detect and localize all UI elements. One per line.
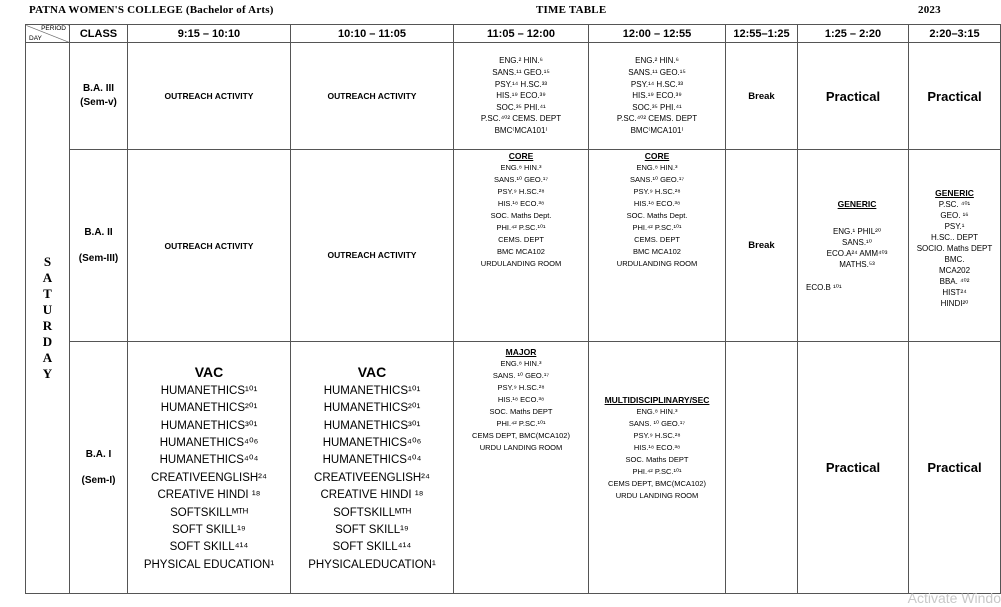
subject-line: HUMANETHICS¹⁰¹: [323, 384, 421, 397]
subject-line: CREATIVEENGLISH²⁴: [314, 471, 430, 484]
section-heading: CORE: [644, 151, 670, 161]
subject-line: SOFT SKILL¹⁹: [172, 524, 246, 537]
college-title: PATNA WOMEN'S COLLEGE (Bachelor of Arts): [29, 4, 274, 16]
activity-cell: OUTREACH ACTIVITY: [128, 43, 291, 150]
class-name: B.A. III: [82, 83, 115, 94]
subject-line: CEMS. DEPT: [498, 235, 544, 244]
subject-line: HIS.¹⁸ ECO.³⁸: [497, 199, 545, 208]
subject-line: PSY.¹⁴ H.SC.³³: [630, 79, 684, 89]
class-header: CLASS: [70, 25, 128, 43]
subject-line: CEMS. DEPT: [634, 235, 680, 244]
subject-line: H.SC.. DEPT: [930, 233, 979, 242]
slot-header: 9:15 – 10:10: [128, 25, 291, 43]
slot-header: 12:00 – 12:55: [589, 25, 726, 43]
subject-line: SOC. Maths DEPT: [489, 407, 553, 416]
generic-list: [798, 150, 909, 342]
subject-line: SANS.¹⁰ GEO.¹⁷: [493, 175, 549, 184]
class-name: B.A. II: [84, 226, 113, 238]
subject-line: SOFT SKILL¹⁹: [335, 524, 409, 537]
subject-line: PHI.⁴² P.SC.¹⁰¹: [496, 223, 546, 232]
subject-line: HUMANETHICS⁴⁰⁶: [322, 436, 422, 449]
subject-line: PHYSICALEDUCATION¹: [308, 558, 436, 571]
generic-line: ECO.B ¹⁰¹: [806, 282, 842, 292]
activity-cell: OUTREACH ACTIVITY: [291, 150, 454, 342]
subject-line: BBA. ⁴⁰²: [939, 277, 970, 286]
subject-line: HUMANETHICS³⁰¹: [160, 419, 258, 432]
class-cell: [70, 43, 128, 150]
day-label: DAY: [29, 35, 42, 42]
day-letter: A: [42, 270, 53, 285]
day-cell: [26, 43, 70, 594]
subject-line: SOC.³⁵ PHI.⁴¹: [632, 102, 682, 112]
day-letter: Y: [42, 366, 53, 381]
subject-line: ENG.⁸ HIN.³: [500, 359, 542, 368]
practical-cell: Practical: [909, 342, 1001, 594]
subject-line: ENG.² HIN.⁶: [635, 56, 679, 66]
subject-line: PSY.⁹ H.SC.²⁸: [633, 187, 681, 196]
subject-line: GEO. ¹⁶: [940, 211, 969, 220]
subject-line: CREATIVE HINDI ¹⁸: [157, 489, 261, 502]
subject-line: HUMANETHICS⁴⁰⁴: [159, 454, 259, 467]
class-sem: (Sem-v): [80, 97, 117, 108]
subject-line: HINDI²⁰: [940, 299, 969, 308]
subject-line: HIST²⁴: [942, 288, 967, 297]
subject-line: ENG.⁸ HIN.³: [636, 163, 678, 172]
timetable-title: TIME TABLE: [536, 4, 607, 16]
subject-list: [454, 150, 589, 342]
generic-line: ENG.¹ PHIL²⁰: [832, 226, 882, 236]
slot-header: 2:20–3:15: [909, 25, 1001, 43]
subject-line: PSY.⁹ H.SC.²⁸: [497, 187, 545, 196]
subject-line: MCA202: [938, 266, 971, 275]
subject-line: PSY.¹: [944, 222, 965, 231]
generic-line: SANS.¹⁰: [842, 237, 872, 247]
subject-line: CREATIVE HINDI ¹⁸: [320, 489, 424, 502]
subject-line: URDU LANDING ROOM: [615, 491, 699, 500]
subject-line: HIS.¹⁸ ECO.³⁸: [633, 199, 681, 208]
class-sem: (Sem-III): [78, 252, 119, 264]
subject-line: HIS.¹⁹ ECO.³⁹: [632, 91, 682, 101]
day-letter: U: [42, 302, 53, 317]
subject-line: SOC.³⁵ PHI.⁴¹: [496, 102, 546, 112]
subject-line: HIS.¹⁸ ECO.³⁸: [633, 443, 681, 452]
subject-line: HUMANETHICS¹⁰¹: [160, 384, 258, 397]
activate-windows-watermark: Activate Windo: [907, 590, 1001, 606]
section-heading: CORE: [508, 151, 534, 161]
activity-cell: OUTREACH ACTIVITY: [128, 150, 291, 342]
day-letter: R: [42, 318, 53, 333]
timetable: [25, 24, 1001, 594]
subject-line: SANS. ¹⁰ GEO.¹⁷: [492, 371, 550, 380]
period-label: PERIOD: [41, 25, 66, 32]
subject-line: P.SC.⁴⁰² CEMS. DEPT: [616, 114, 698, 124]
subject-line: HUMANETHICS³⁰¹: [323, 419, 421, 432]
generic-line: ECO.A²⁴ AMM⁴⁰³: [826, 248, 888, 258]
day-name: [26, 254, 69, 382]
subject-line: PHI.⁴² P.SC.¹⁰¹: [632, 223, 682, 232]
subject-line: P.SC. ⁴⁰¹: [938, 200, 971, 209]
subject-line: SOC. Maths Dept.: [490, 211, 552, 220]
section-heading: VAC: [357, 363, 387, 380]
subject-line: PSY.⁹ H.SC.²⁸: [497, 383, 545, 392]
subject-line: PHYSICAL EDUCATION¹: [143, 558, 275, 571]
class-name: B.A. I: [85, 448, 112, 460]
generic-line: MATHS.⁵³: [839, 259, 875, 269]
day-letter: D: [42, 334, 53, 349]
section-heading: VAC: [194, 363, 224, 380]
slot-header: 10:10 – 11:05: [291, 25, 454, 43]
subject-line: BMC MCA102: [497, 247, 545, 256]
class-cell: [70, 342, 128, 594]
subject-line: P.SC.⁴⁰² CEMS. DEPT: [480, 114, 562, 124]
subject-line: ENG.⁸ HIN.³: [636, 407, 678, 416]
vac-list: [291, 342, 454, 594]
subject-line: SOC. Maths Dept.: [626, 211, 688, 220]
subject-line: SANS. ¹⁰ GEO.¹⁷: [628, 419, 686, 428]
subject-line: ENG.² HIN.⁶: [499, 56, 543, 66]
subject-line: URDULANDING ROOM: [480, 259, 562, 268]
subject-list: [589, 342, 726, 594]
subject-line: CEMS DEPT, BMC(MCA102): [472, 431, 570, 440]
subject-line: HUMANETHICS²⁰¹: [160, 402, 258, 415]
subject-line: CEMS DEPT, BMC(MCA102): [608, 479, 706, 488]
subject-line: URDU LANDING ROOM: [479, 443, 563, 452]
subject-line: SOFTSKILLᴹᵀᴴ: [333, 506, 411, 519]
subject-line: SOCIO. Maths DEPT BMC.: [916, 244, 993, 264]
activity-cell: OUTREACH ACTIVITY: [291, 43, 454, 150]
subject-line: SOFTSKILLᴹᵀᴴ: [170, 506, 248, 519]
year-label: 2023: [918, 4, 941, 16]
vac-list: [128, 342, 291, 594]
subject-line: HIS.¹⁹ ECO.³⁹: [496, 91, 546, 101]
subject-list: [454, 43, 589, 150]
subject-line: BMC MCA102: [633, 247, 681, 256]
subject-line: HUMANETHICS⁴⁰⁴: [322, 454, 422, 467]
slot-header: 1:25 – 2:20: [798, 25, 909, 43]
subject-line: HUMANETHICS⁴⁰⁶: [159, 436, 259, 449]
subject-line: BMC⁽MCA101⁾: [494, 125, 548, 135]
row-ba1: [26, 342, 1001, 594]
generic-list: [909, 150, 1001, 342]
section-heading: MULTIDISCIPLINARY/SEC: [604, 395, 710, 405]
subject-line: SANS.¹¹ GEO.¹⁵: [628, 68, 686, 78]
practical-cell: Practical: [909, 43, 1001, 150]
subject-line: HIS.¹⁸ ECO.³⁸: [497, 395, 545, 404]
break-cell: [726, 342, 798, 594]
subject-line: ENG.⁸ HIN.³: [500, 163, 542, 172]
subject-line: HUMANETHICS²⁰¹: [323, 402, 421, 415]
subject-list: [589, 150, 726, 342]
subject-line: CREATIVEENGLISH²⁴: [151, 471, 267, 484]
section-heading: GENERIC: [935, 188, 974, 198]
row-ba3: [26, 43, 1001, 150]
row-ba2: [26, 150, 1001, 342]
slot-header: 12:55–1:25: [726, 25, 798, 43]
subject-line: SANS.¹⁰ GEO.¹⁷: [629, 175, 685, 184]
class-sem: (Sem-I): [81, 474, 116, 486]
subject-line: SOC. Maths DEPT: [625, 455, 689, 464]
period-day-corner: [26, 25, 70, 43]
subject-line: SOFT SKILL⁴¹⁴: [169, 541, 249, 554]
subject-line: BMC⁽MCA101⁾: [630, 125, 684, 135]
subject-line: PHI.⁴² P.SC.¹⁰¹: [632, 467, 682, 476]
subject-line: PHI.⁴² P.SC.¹⁰¹: [496, 419, 546, 428]
practical-cell: Practical: [798, 43, 909, 150]
subject-list: [589, 43, 726, 150]
section-heading: GENERIC: [837, 198, 877, 209]
subject-line: SOFT SKILL⁴¹⁴: [332, 541, 412, 554]
class-cell: [70, 150, 128, 342]
subject-line: PSY.⁹ H.SC.²⁸: [633, 431, 681, 440]
break-cell: Break: [726, 150, 798, 342]
practical-cell: Practical: [798, 342, 909, 594]
subject-list: [454, 342, 589, 594]
section-heading: MAJOR: [505, 347, 537, 357]
slot-header: 11:05 – 12:00: [454, 25, 589, 43]
header-row: [26, 25, 1001, 43]
day-letter: T: [43, 286, 52, 301]
break-cell: Break: [726, 43, 798, 150]
day-letter: S: [43, 254, 52, 269]
subject-line: PSY.¹⁴ H.SC.³³: [494, 79, 548, 89]
subject-line: URDULANDING ROOM: [616, 259, 698, 268]
day-letter: A: [42, 350, 53, 365]
subject-line: SANS.¹¹ GEO.¹⁵: [492, 68, 550, 78]
